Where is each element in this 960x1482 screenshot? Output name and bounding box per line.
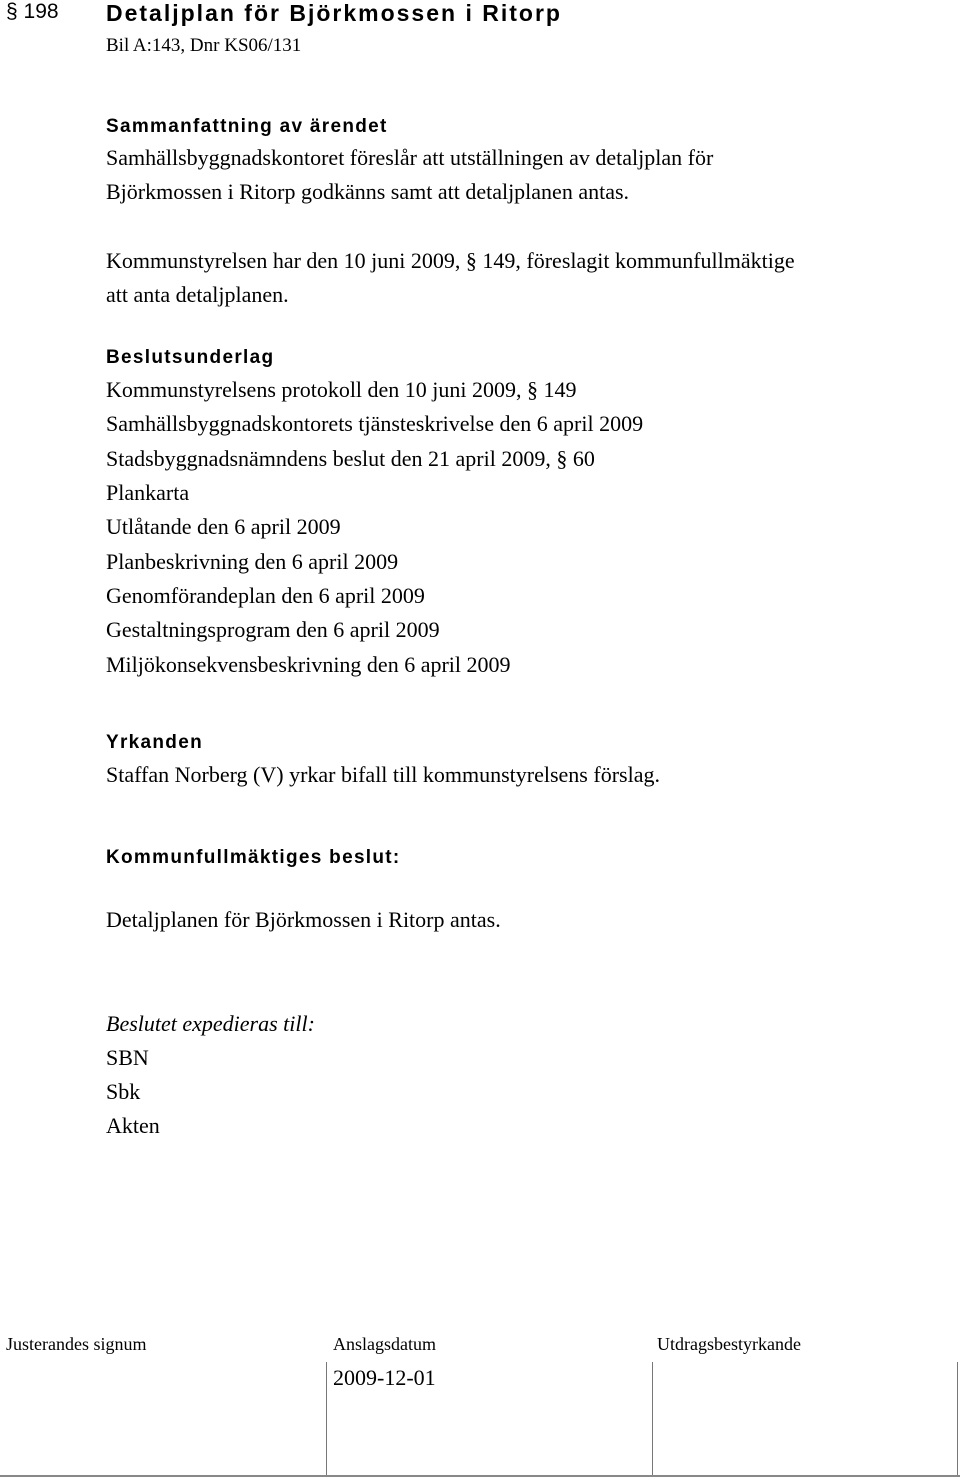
footer-divider [326,1362,327,1476]
reference: Bil A:143, Dnr KS06/131 [106,35,302,56]
posting-date: 2009-12-01 [333,1365,436,1390]
motions-text: Staffan Norberg (V) yrkar bifall till kommunstyrelsens förslag. [106,762,660,787]
footer-divider [957,1362,958,1476]
recipient: Sbk [106,1079,141,1104]
basis-item: Planbeskrivning den 6 april 2009 [106,549,399,574]
summary-line: Björkmossen i Ritorp godkänns samt att detaljplanen antas. [106,179,630,204]
certification-label: Utdragsbestyrkande [657,1334,801,1354]
basis-item: Kommunstyrelsens protokoll den 10 juni 2009, § 149 [106,377,577,402]
distribution-heading: Beslutet expedieras till: [106,1011,315,1036]
decision-heading: Kommunfullmäktiges beslut: [106,847,401,868]
section-number: § 198 [6,0,59,23]
summary-line: att anta detaljplanen. [106,282,289,307]
footer-bottom-line [0,1475,960,1477]
basis-item: Gestaltningsprogram den 6 april 2009 [106,617,440,642]
decision-text: Detaljplanen för Björkmossen i Ritorp antas. [106,907,501,932]
basis-item: Samhällsbyggnadskontorets tjänsteskrivelse den 6 april 2009 [106,411,644,436]
summary-heading: Sammanfattning av ärendet [106,116,388,137]
summary-line: Samhällsbyggnadskontoret föreslår att utställningen av detaljplan för [106,145,714,170]
page-title: Detaljplan för Björkmossen i Ritorp [106,0,562,26]
recipient: Akten [106,1113,160,1138]
summary-line: Kommunstyrelsen har den 10 juni 2009, § 149, föreslagit kommunfullmäktige [106,248,795,273]
basis-item: Utlåtande den 6 april 2009 [106,514,341,539]
footer-divider [652,1362,653,1476]
basis-item: Genomförandeplan den 6 april 2009 [106,583,425,608]
posting-date-label: Anslagsdatum [333,1334,436,1354]
recipient: SBN [106,1045,149,1070]
motions-heading: Yrkanden [106,732,203,753]
basis-item: Plankarta [106,480,190,505]
signature-label: Justerandes signum [6,1334,147,1354]
basis-item: Miljökonsekvensbeskrivning den 6 april 2009 [106,652,511,677]
basis-item: Stadsbyggnadsnämndens beslut den 21 april 2009, § 60 [106,446,595,471]
basis-heading: Beslutsunderlag [106,347,275,368]
